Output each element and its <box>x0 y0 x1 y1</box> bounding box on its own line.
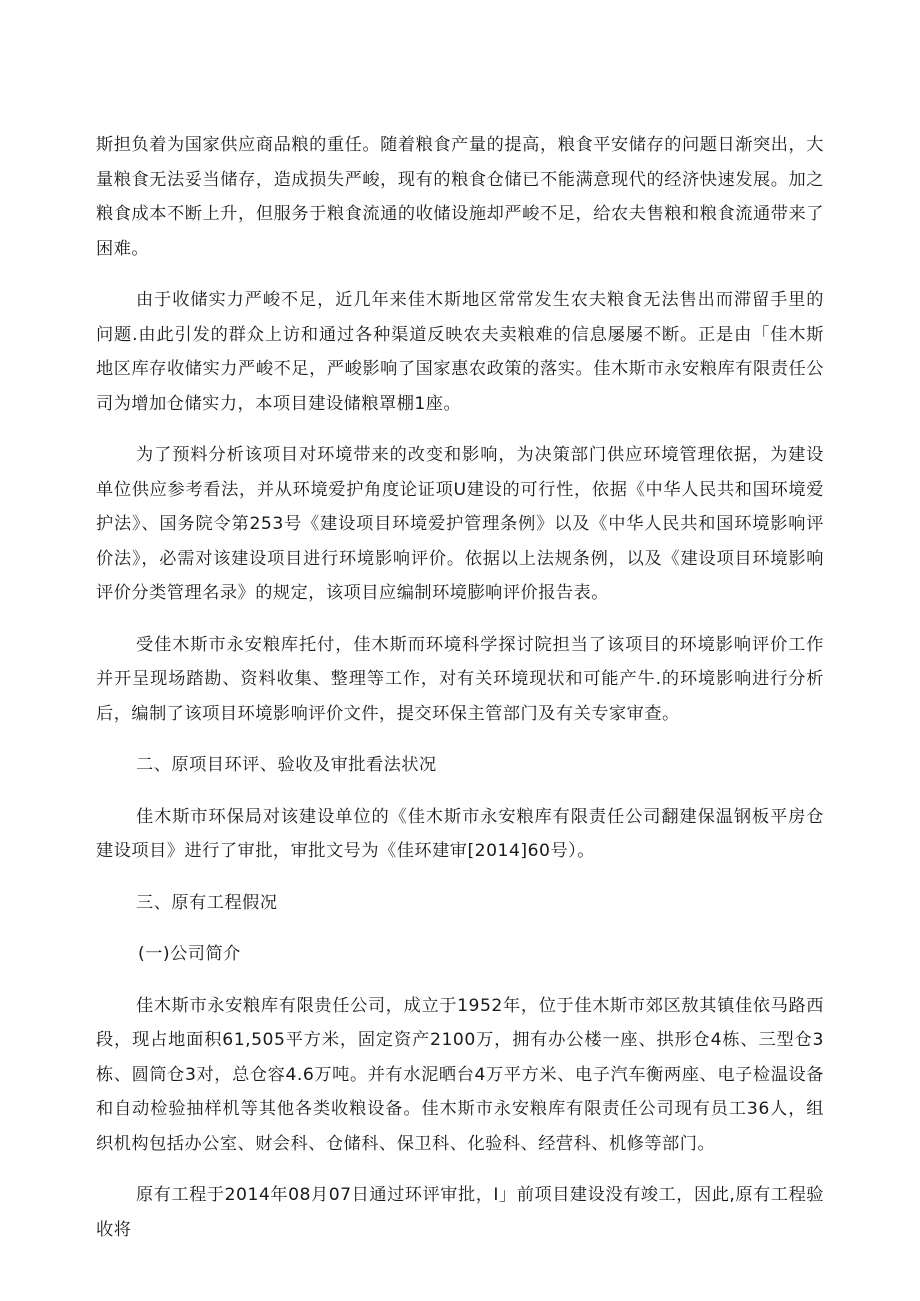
section-heading-approval-status: 二、原项目环评、验收及审批看法状况 <box>136 755 437 775</box>
paragraph-gap <box>96 972 824 989</box>
paragraph-gap <box>96 611 824 628</box>
paragraph-gap <box>96 731 824 748</box>
paragraph-gap <box>96 920 824 937</box>
paragraph-company-profile: 佳木斯市永安粮库有限贵任公司，成立于1952年，位于佳木斯市郊区敖其镇佳依马路西段，现占地面积61,505平方米，固定资产2100万，拥有办公楼一座、拱形仓4栋、三型仓3栋、圆筒仓3对，总仓容4.6万吨。并有水泥晒台4万平方米、电子汽车衡两座、电子检温设备和自动检验抽样机等其他各类收粮设备。佳木斯市永安粮库有限责任公司现有员工36人，组织机构包括办公室、财会科、仓储科、保卫科、化验科、经营科、机修等部门。 <box>96 995 824 1154</box>
subsection-heading-company-intro: (一)公司简介 <box>138 944 241 964</box>
paragraph-existing-approval: 原有工程于2014年08月07日通过环评审批，I」前项目建设没有竣工，因此,原有工程验收将 <box>96 1185 824 1240</box>
document-body <box>96 128 824 1247</box>
paragraph-gap <box>96 783 824 800</box>
paragraph-commission: 受佳木斯市永安粮库托付，佳木斯而环境科学探讨院担当了该项目的环境影响评价工作并开呈现场踏勘、资料收集、整理等工作，对有关环境现状和可能产牛.的环境影响进行分析后，编制了该项目环境影响评价文件，提交环保主管部门及有关专家审查。 <box>96 634 824 724</box>
paragraph-gap <box>96 266 824 283</box>
paragraph-approval-details: 佳木斯市环保局对该建设单位的《佳木斯市永安粮库有限责任公司翻建保温钢板平房仓建设项目》进行了审批，审批文号为《佳环建审[2014]60号）。 <box>96 806 824 861</box>
section-heading-existing-project: 三、原有工程假况 <box>136 892 278 913</box>
paragraph-storage-shortage: 由于收储实力严峻不足，近几年来佳木斯地区常常发生农夫粮食无法售出而滞留手里的问题.由此引发的群众上访和通过各种渠道反映农夫卖粮难的信息屡屡不断。正是由「佳木斯地区库存收储实力严峻不足，严峻影响了国家惠农政策的落实。佳木斯市永安粮库有限责任公司为增加仓储实力，本项目建设储粮罩棚1座。 <box>96 290 824 414</box>
paragraph-assessment-purpose: 为了预料分析该项目对环境带来的改变和影响，为决策部门供应环境管理依据，为建设单位供应参考看法，并从环境爱护角度论证项U建设的可行性，依据《中华人民共和国环境爱护法》、国务院令第253号《建设项目环境爱护管理条例》以及《中华人民共和国环境影响评价法》，必需对该建设项目进行环境影响评价。依据以上法规条例，以及《建设项目环境影响评价分类管理名录》的规定，该项目应编制环境膨响评价报告表。 <box>96 445 824 603</box>
paragraph-gap <box>96 421 824 438</box>
paragraph-project-background: 斯担负着为国家供应商品粮的重任。随着粮食产量的提高，粮食平安储存的问题日渐突出，大量粮食无法妥当储存，造成损失严峻，现有的粮食仓储已不能满意现代的经济快速发展。加之粮食成本不断上升，但服务于粮食流通的收储设施却严峻不足，给农夫售粮和粮食流通带来了困难。 <box>96 135 824 259</box>
paragraph-gap <box>96 1161 824 1178</box>
paragraph-gap <box>96 869 824 886</box>
